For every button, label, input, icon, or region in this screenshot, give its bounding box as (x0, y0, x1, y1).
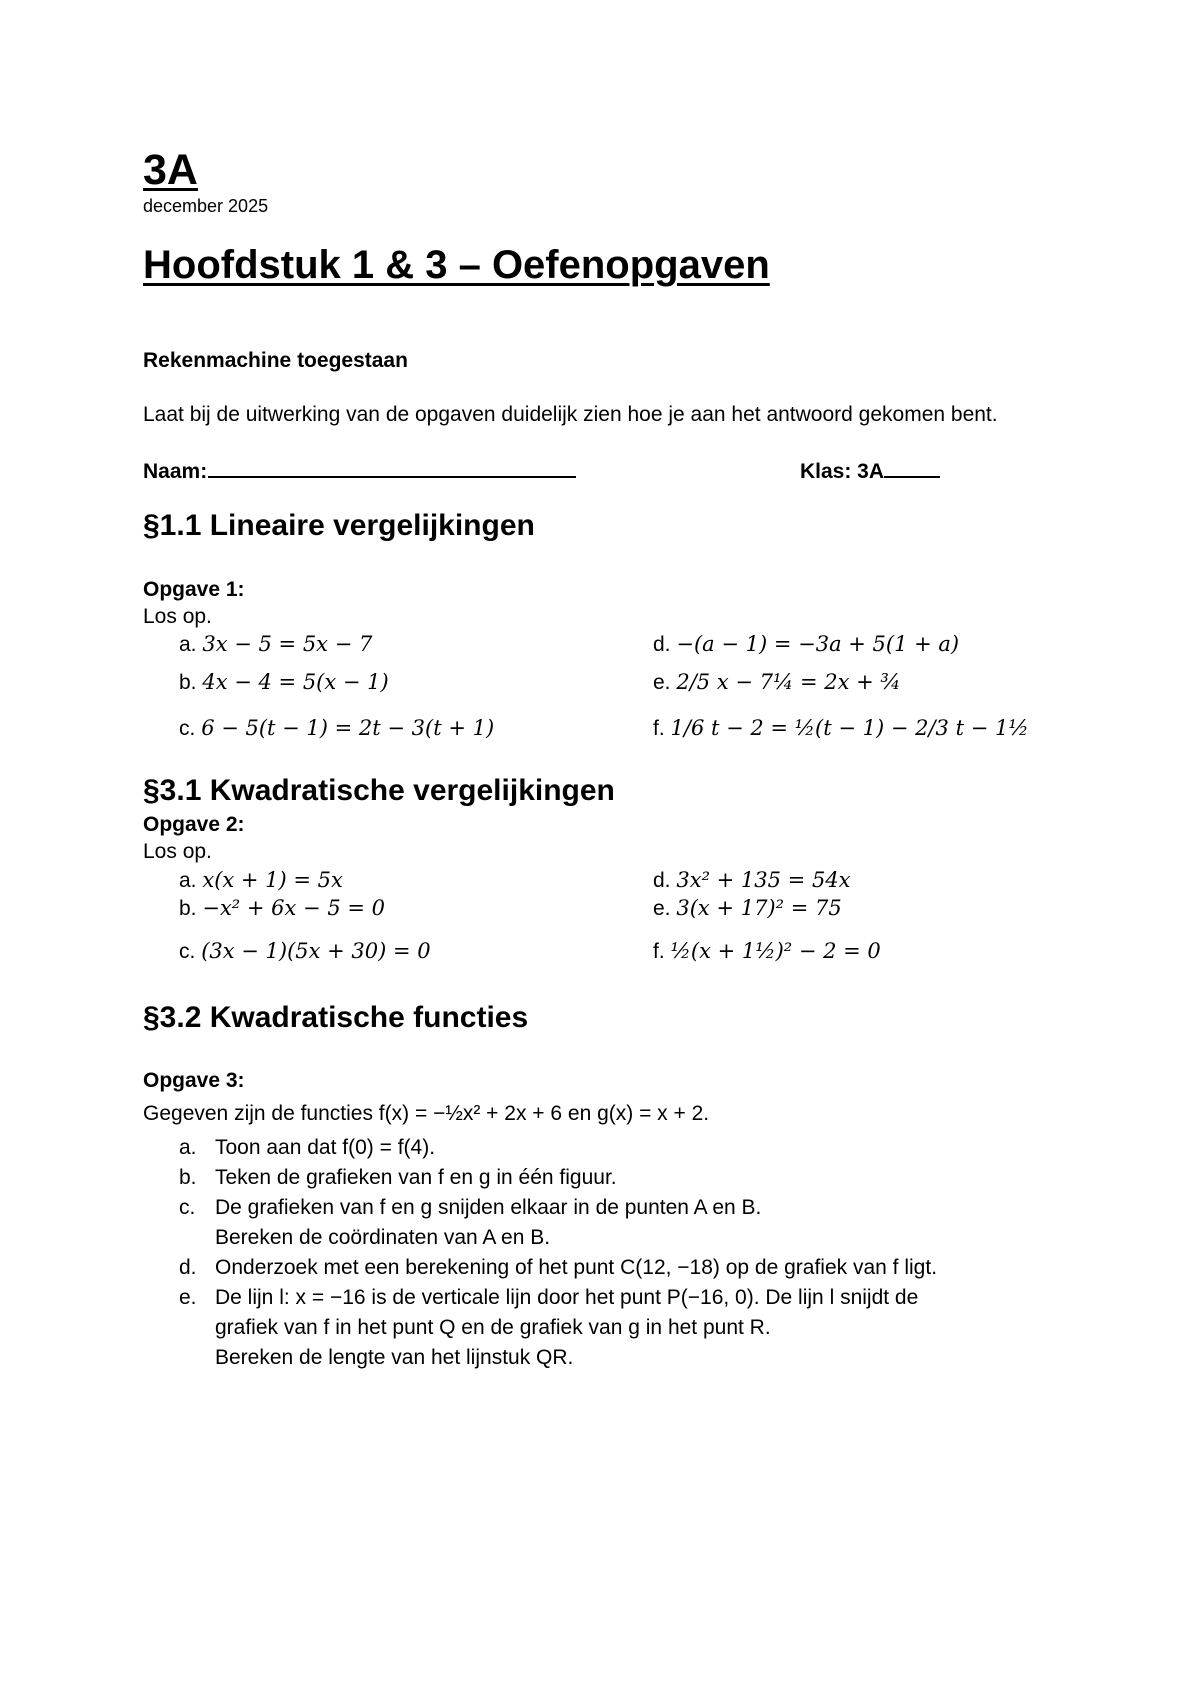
opgave-1-title: Opgave 1: (143, 578, 245, 601)
date: december 2025 (143, 196, 269, 216)
class-label: Klas: 3A (800, 460, 885, 483)
opgave-3-question-c-line2: Bereken de coördinaten van A en B. (215, 1226, 551, 1249)
opgave-1-item-b: b. 4x − 4 = 5(x − 1) (179, 670, 389, 694)
opgave-3-question-e: e. De lijn l: x = −16 is de verticale lijn door het punt P(−16, 0). De lijn l snijdt de (179, 1286, 919, 1309)
opgave-1-item-c: c. 6 − 5(t − 1) = 2t − 3(t + 1) (179, 716, 495, 740)
opgave-3-question-a: a. Toon aan dat f(0) = f(4). (179, 1136, 436, 1159)
opgave-2-instruction: Los op. (143, 840, 212, 863)
opgave-3-title: Opgave 3: (143, 1069, 245, 1092)
instruction-text: Laat bij de uitwerking van de opgaven duidelijk zien hoe je aan het antwoord gekomen bent. (143, 403, 998, 426)
section-title-3-2: §3.2 Kwadratische functies (143, 1001, 529, 1034)
opgave-2-title: Opgave 2: (143, 813, 245, 836)
calculator-note: Rekenmachine toegestaan (143, 349, 408, 372)
class-line (884, 456, 940, 478)
name-field (143, 456, 576, 484)
opgave-1-item-a: a. 3x − 5 = 5x − 7 (179, 632, 373, 656)
section-title-3-1: §3.1 Kwadratische vergelijkingen (143, 774, 615, 807)
name-line (208, 456, 576, 478)
opgave-2-item-f: f. ½(x + 1½)² − 2 = 0 (653, 939, 881, 963)
opgave-1-item-f: f. 1/6 t − 2 = ½(t − 1) − 2/3 t − 1½ (653, 716, 1029, 740)
opgave-2-item-c: c. (3x − 1)(5x + 30) = 0 (179, 939, 431, 963)
opgave-3-question-e-line3: Bereken de lengte van het lijnstuk QR. (215, 1346, 574, 1369)
opgave-3-question-d: d. Onderzoek met een berekening of het punt C(12, −18) op de grafiek van f ligt. (179, 1256, 938, 1279)
opgave-3-question-b: b. Teken de grafieken van f en g in één figuur. (179, 1166, 617, 1189)
opgave-2-item-b: b. −x² + 6x − 5 = 0 (179, 896, 385, 920)
opgave-2-item-a: a. x(x + 1) = 5x (179, 868, 343, 892)
name-label: Naam: (143, 460, 208, 483)
class-field (800, 456, 940, 484)
class-title: 3A (143, 146, 198, 194)
opgave-1-item-e: e. 2/5 x − 7¼ = 2x + ¾ (653, 670, 901, 694)
opgave-3-intro: Gegeven zijn de functies f(x) = −½x² + 2x + 6 en g(x) = x + 2. (143, 1102, 710, 1125)
opgave-1-instruction: Los op. (143, 605, 212, 628)
main-title: Hoofdstuk 1 & 3 – Oefenopgaven (143, 243, 770, 287)
opgave-2-item-e: e. 3(x + 17)² = 75 (653, 896, 842, 920)
section-title-1-1: §1.1 Lineaire vergelijkingen (143, 509, 535, 542)
opgave-2-item-d: d. 3x² + 135 = 54x (653, 868, 851, 892)
opgave-1-item-d: d. −(a − 1) = −3a + 5(1 + a) (653, 632, 960, 656)
opgave-3-question-e-line2: grafiek van f in het punt Q en de grafiek van g in het punt R. (215, 1316, 771, 1339)
opgave-3-question-c: c. De grafieken van f en g snijden elkaar in de punten A en B. (179, 1196, 762, 1219)
